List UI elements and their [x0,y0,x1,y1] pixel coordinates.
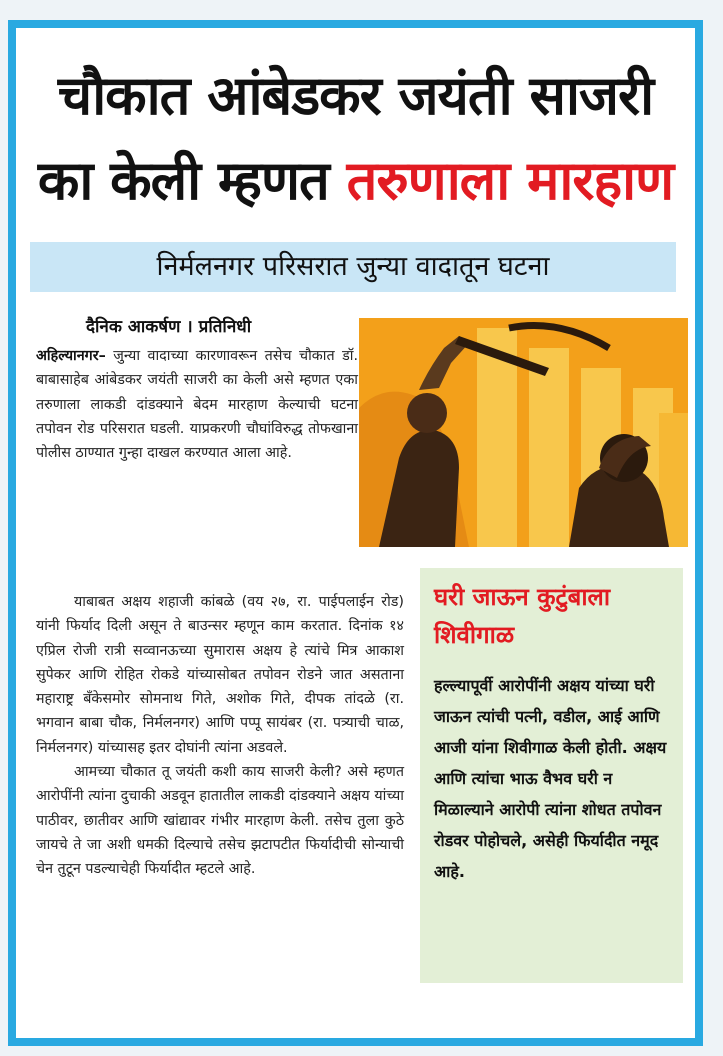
news-clipping [16,28,695,1038]
byline: दैनिक आकर्षण । प्रतिनिधी [86,317,252,337]
headline-line-2-black: का केली म्हणत [37,149,347,212]
article-para-1: जुन्या वादाच्या कारणावरून तसेच चौकात डॉ. बाबासाहेब आंबेडकर जयंती साजरी का केली असे म्हणत एका तरुणाला लाकडी दांडक्याने बेदम मारहाण केल्याची घटना तपोवन रोड परिसरात घडली. याप्रकरणी चौघांविरुद्ध तोफखाना पोलीस ठाण्यात गुन्हा दाखल करण्यात आला आहे. [36,348,358,462]
headline-line-2-red: तरुणाला मारहाण [346,149,674,212]
headline-line-1: चौकात आंबेडकर जयंती साजरी [57,64,654,127]
sidebar-box [420,568,683,983]
subheadline: निर्मलनगर परिसरात जुन्या वादातून घटना [30,242,676,292]
sidebar-body: हल्ल्यापूर्वी आरोपींनी अक्षय यांच्या घरी जाऊन त्यांची पत्नी, वडील, आई आणि आजी यांना शिवीगाळ केली होती. अक्षय आणि त्यांचा भाऊ वैभव घरी न मिळाल्याने आरोपी त्यांना शोधत तपोवन रोडवर पोहोचले, असेही फिर्यादीत नमूद आहे. [434,676,667,881]
article-column-2 [36,590,404,882]
headline-line-2 [16,148,695,214]
sidebar-title: घरी जाऊन कुटुंबाला शिवीगाळ [434,583,611,649]
assault-illustration-icon [359,318,688,547]
dateline: अहिल्यानगर– [36,348,106,364]
article-para-2: याबाबत अक्षय शहाजी कांबळे (वय २७, रा. पाईपलाईन रोड) यांनी फिर्याद दिली असून ते बाउन्सर म्हणून काम करतात. दिनांक १४ एप्रिल रोजी रात्री सव्वानऊच्या सुमारास अक्षय हे त्यांचे मित्र आकाश सुपेकर आणि रोहित रोकडे यांच्यासोबत तपोवन रोडने जात असताना महाराष्ट्र बँकेसमोर सोमनाथ गिते, अशोक गिते, दीपक तांदळे (रा. भगवान बाबा चौक, निर्मलनगर) आणि पप्पू सायंबर (रा. पत्र्याची चाळ, निर्मलनगर) यांच्यासह इतर दोघांनी त्यांना अडवले. [36,594,404,756]
article-para-3: आमच्या चौकात तू जयंती कशी काय साजरी केली? असे म्हणत आरोपींनी त्यांना दुचाकी अडवून हातातील लाकडी दांडक्याने अक्षय यांच्या पाठीवर, छातीवर आणि खांद्यावर गंभीर मारहाण केली. तसेच तुला कुठे जायचे ते जा अशी धमकी दिल्याचे तसेच झटापटीत फिर्यादीची सोन्याची चेन तुटून पडल्याचेही फिर्यादीत म्हटले आहे. [36,764,404,878]
article-column-1 [36,344,358,465]
assault-illustration-image [359,318,688,547]
